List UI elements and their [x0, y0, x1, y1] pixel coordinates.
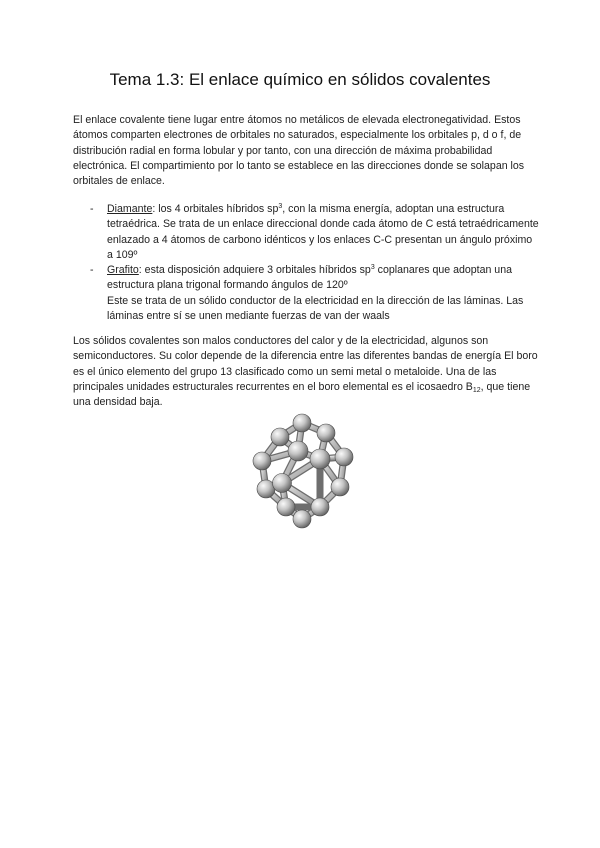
- diamante-text-a: : los 4 orbitales híbridos sp: [152, 203, 279, 215]
- grafito-text-b: coplanares que adoptan una estructura plana trigonal formando ángulos de 120º: [107, 264, 512, 292]
- page-title: Tema 1.3: El enlace químico en sólidos covalentes: [109, 70, 491, 89]
- term-diamante: Diamante: [107, 203, 153, 215]
- closing-subscript: 12: [472, 386, 481, 394]
- diamante-text-b: , con la misma energía, adoptan una estructura tetraédrica. Se trata de un enlace direccional donde cada átomo de C está tetraédricamente enlazado a 4 átomos de carbono idénticos y los enlaces C-C presentan un ángulo próximo a 109º: [107, 203, 539, 261]
- bullet-grafito: [90, 263, 540, 324]
- bullet-list: [90, 202, 540, 324]
- grafito-extra: Este se trata de un sólido conductor de la electricidad en la dirección de las láminas. Las láminas entre sí se unen mediante fuerzas de van der waals: [107, 294, 524, 323]
- closing-text-a: Los sólidos covalentes son malos conductores del calor y de la electricidad, algunos son semiconductores. Su color depende de la diferencia entre las diferentes bandas de energía El boro es el único elemento del grupo 13 clasificado como un semi metal o metaloide. Una de las principales unidades estructurales recurrentes en el boro elemental es el icosaedro B: [73, 335, 538, 393]
- icosahedron-figure: [240, 407, 365, 532]
- grafito-text-a: : esta disposición adquiere 3 orbitales híbridos sp: [138, 264, 371, 277]
- closing-paragraph: [73, 334, 538, 410]
- diamante-superscript: 3: [278, 203, 283, 210]
- closing-text-b: , que tiene una densidad baja.: [73, 380, 531, 409]
- bullet-dash: -: [90, 203, 94, 215]
- intro-paragraph: El enlace covalente tiene lugar entre átomos no metálicos de elevada electronegatividad. Estos átomos comparten electrones de orbitales no saturados, especialmente los orbitales p, d o f, de distribución radial en forma lobular y por tanto, con una dirección de máxima probabilidad electrónica. El compartimiento por lo tanto se establece en las direcciones donde se solapan los orbitales de enlace.: [73, 114, 525, 188]
- term-grafito: Grafito: [107, 264, 139, 277]
- bullet-dash: -: [90, 264, 94, 277]
- grafito-superscript: 3: [370, 264, 375, 272]
- bullet-diamante: [90, 202, 540, 263]
- icosahedron-model-image: [240, 407, 365, 532]
